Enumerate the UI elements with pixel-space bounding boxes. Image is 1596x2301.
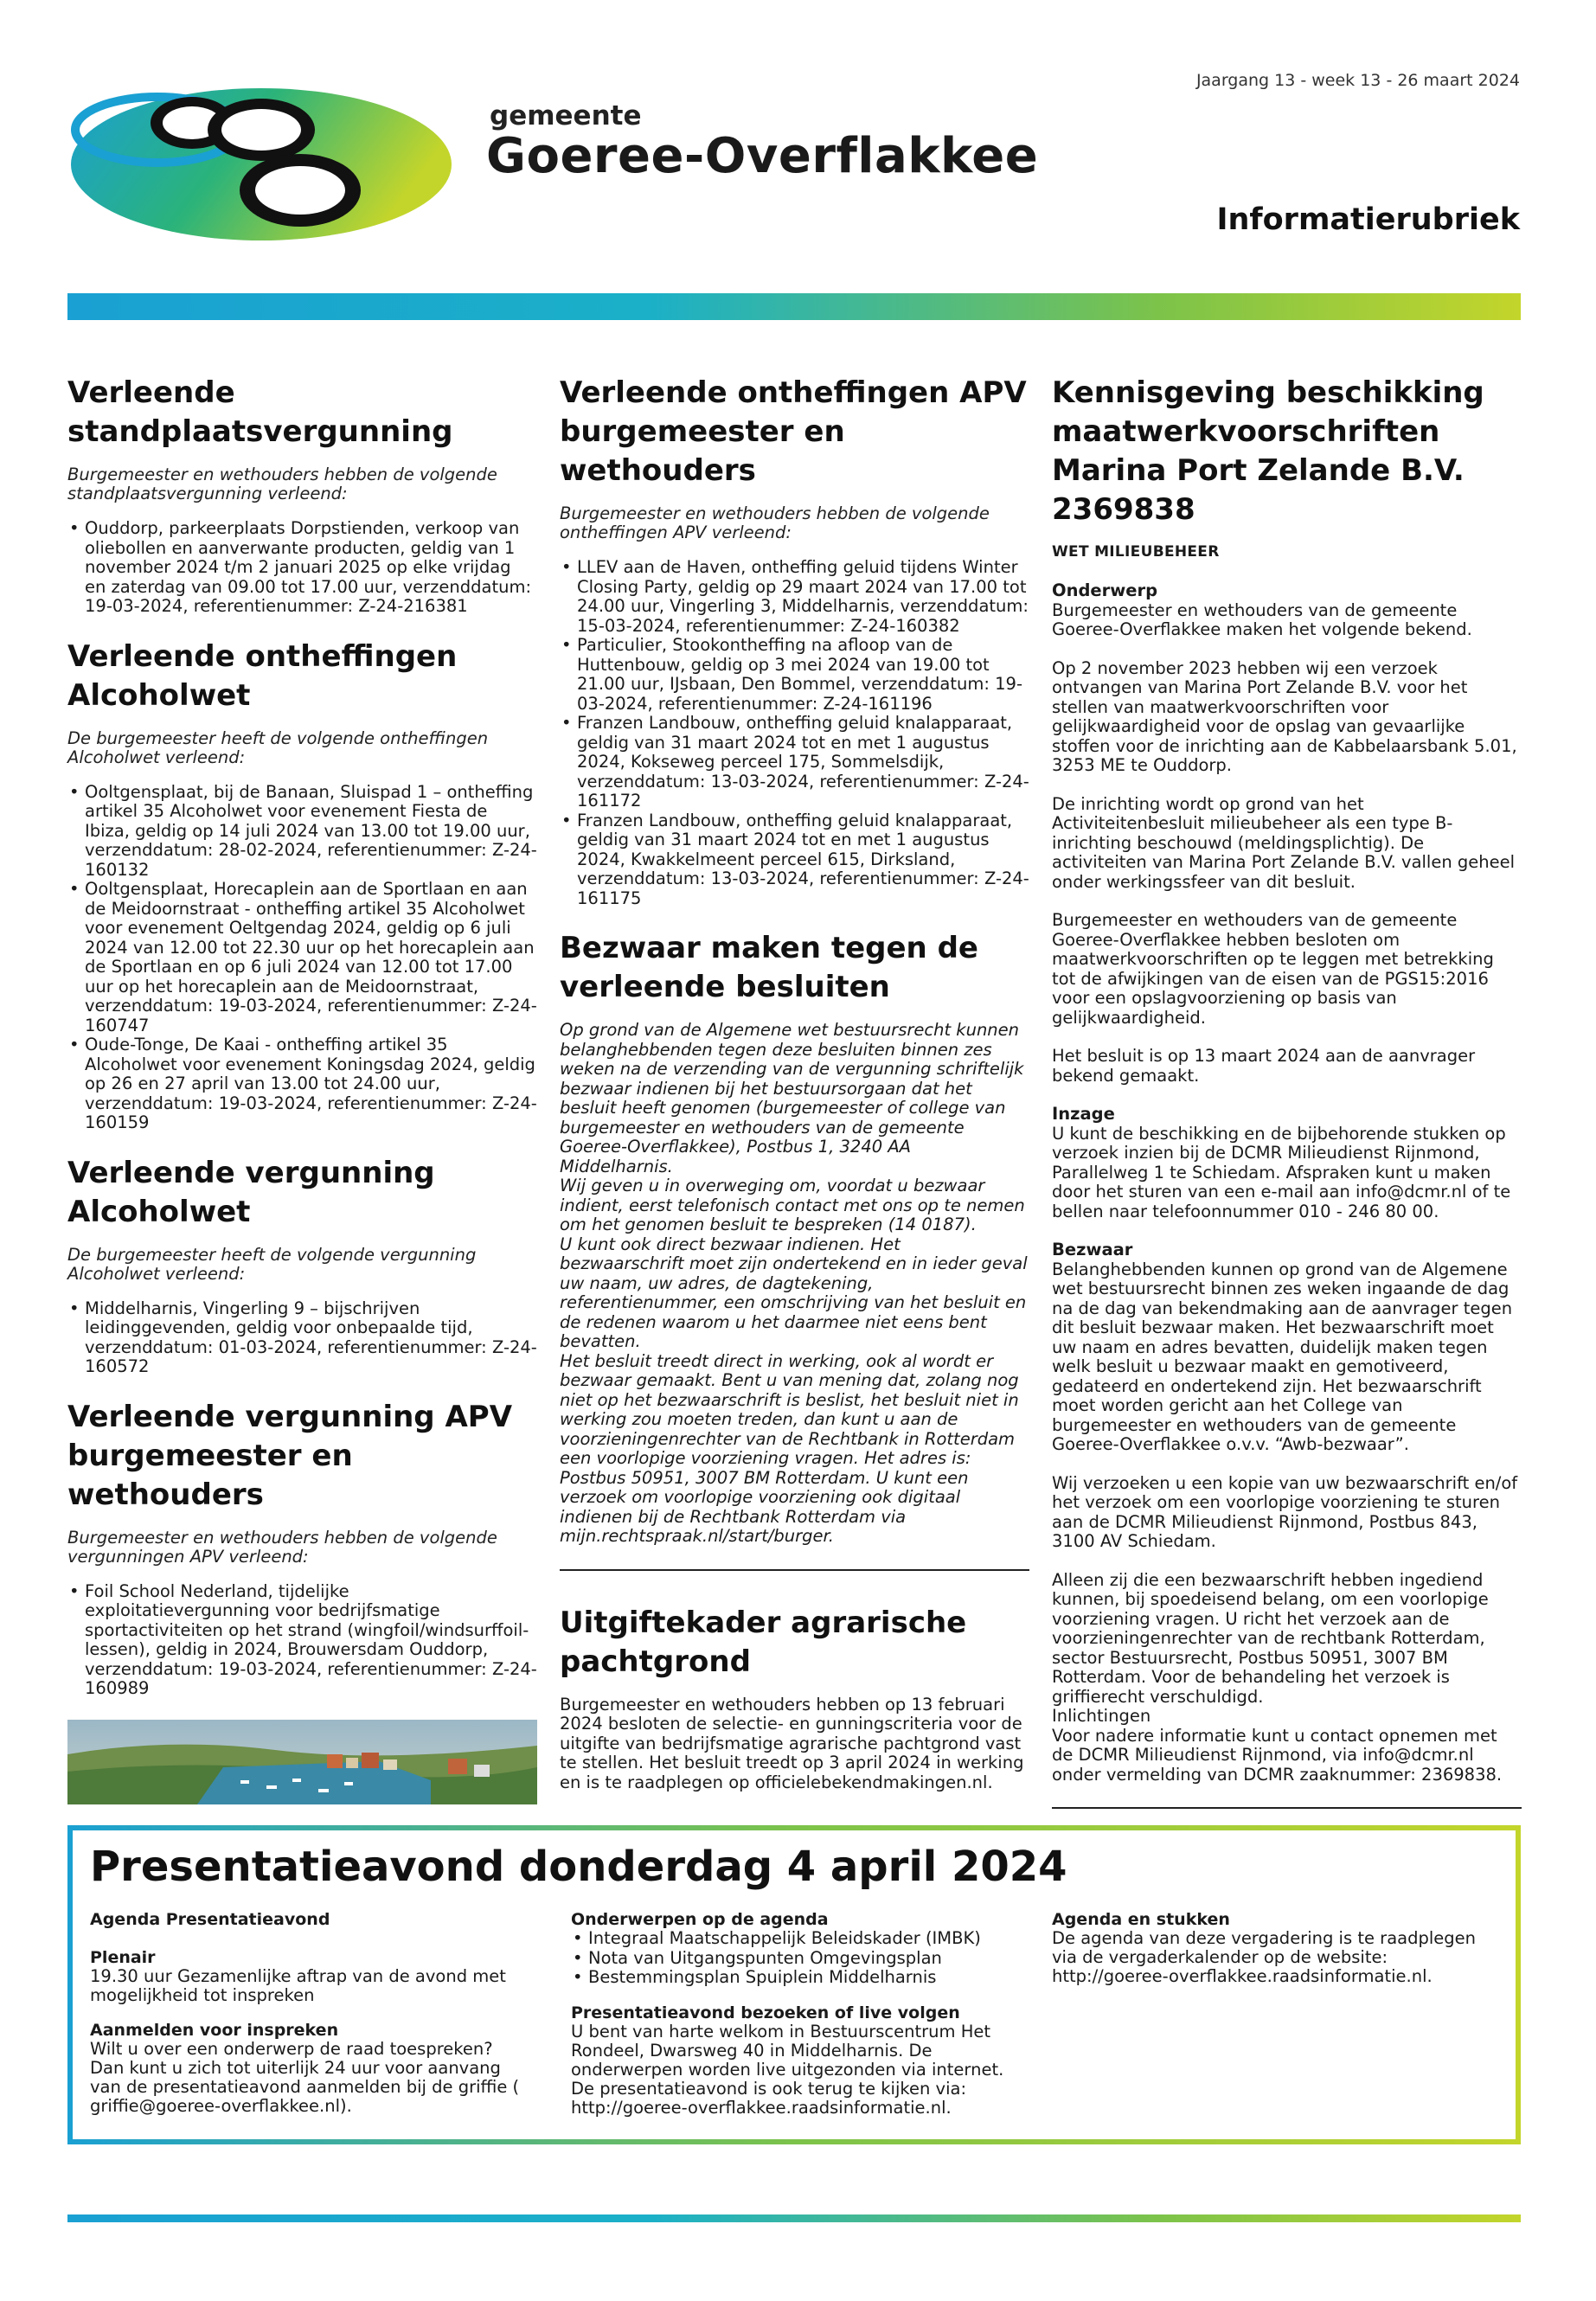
section-ontheffingen-alcoholwet (67, 638, 537, 1133)
list-item: • Nota van Uitgangspunten Omgevingsplan (588, 1949, 1012, 1969)
section-vergunning-alcoholwet (67, 1154, 537, 1377)
section-standplaatsvergunning (67, 374, 537, 617)
section-subhead: WET MILIEUBEHEER (1052, 543, 1220, 561)
list-item: • Ouddorp, parkeerplaats Dorpstienden, verkoop van oliebollen en aanverwante producten, geldig van 1 november 2024 t/m 2 januari 2025 op elke vrijdag en zaterdag van 09.00 tot 17.00 uur, verzenddatum: 19-03-2024, referentienummer: Z-24-216381 (85, 519, 537, 617)
section-title: Verleende vergunning APV burgemeester en wethouders (67, 1399, 513, 1512)
item-list (67, 783, 537, 1133)
inzage-text: U kunt de beschikking en de bijbehorende stukken op verzoek inzien bij de DCMR Milieudienst Rijnmond, Parallelweg 1 te Schiedam. Afspraken kunt u maken door het sturen van een e-mail aan info@dcmr.nl of te bellen naar telefoonnummer 010 - 246 80 00. (1052, 1123, 1511, 1221)
paragraph: Burgemeester en wethouders van de gemeente Goeree-Overflakkee hebben besloten om maatwerkvoorschriften op te leggen met betrekking tot de afwijkingen van de eisen van de PGS15:2016 voor een opslagvoorziening op basis van gelijkwaardigheid. (1052, 910, 1494, 1028)
column-1 (67, 374, 537, 1804)
box-column-middle (571, 1910, 1012, 2118)
section-intro: Burgemeester en wethouders hebben de volgende ontheffingen APV verleend: (560, 503, 990, 542)
column-3 (1052, 374, 1522, 1842)
footer-gradient-bar (67, 2214, 1521, 2222)
section-intro: Burgemeester en wethouders hebben de volgende vergunningen APV verleend: (67, 1527, 497, 1567)
bezoeken-text: U bent van harte welkom in Bestuurscentrum Het Rondeel, Dwarsweg 40 in Middelharnis. De onderwerpen worden live uitgezonden via internet. De presentatieavond is ook terug te kijken via: http://goeree-overflakkee.raadsinformatie.nl. (571, 2021, 1004, 2118)
box-column-left (90, 1910, 531, 2116)
aanmelden-heading: Aanmelden voor inspreken (90, 2021, 339, 2040)
rubriek-title: Informatierubriek (1216, 202, 1520, 237)
plenair-heading: Plenair (90, 1948, 156, 1967)
item-list (67, 1299, 537, 1377)
item-list (560, 558, 1029, 908)
paragraph: Alleen zij die een bezwaarschrift hebben ingediend kunnen, bij spoedeisend belang, om een voorlopige voorziening vragen. U richt het verzoek aan de voorzieningenrechter van de rechtbank Rotterdam, sector Bestuursrecht, Postbus 50951, 3007 BM Rotterdam. Voor de behandeling het verzoek is griffierecht verschuldigd. (1052, 1569, 1489, 1707)
section-title: Kennisgeving beschikking maatwerkvoorschriften Marina Port Zelande B.V. 2369838 (1052, 375, 1484, 527)
gemeente-logo (62, 69, 452, 251)
bezwaar-paragraph: Wij geven u in overweging om, voordat u bezwaar indient, eerst telefonisch contact met ons op te nemen om het genomen besluit te bespreken (14 0187). (560, 1176, 1025, 1234)
box-title: Presentatieavond donderdag 4 april 2024 (90, 1843, 1067, 1891)
harbor-photo (67, 1720, 537, 1804)
list-item: • Particulier, Stookontheffing na afloop van de Huttenbouw, geldig op 3 mei 2024 van 19.00 tot 21.00 uur, IJsbaan, Den Bommel, verzenddatum: 19-03-2024, referentienummer: Z-24-161196 (577, 636, 1029, 714)
box-column-right (1052, 1910, 1493, 1986)
section-title: Verleende ontheffingen Alcoholwet (67, 638, 458, 713)
bezwaar-heading: Bezwaar (1052, 1240, 1133, 1259)
stukken-text: De agenda van deze vergadering is te raadplegen via de vergaderkalender op de website: http://goeree-overflakkee.raadsinformatie.nl. (1052, 1928, 1476, 1986)
section-intro: De burgemeester heeft de volgende vergunning Alcoholwet verleend: (67, 1244, 477, 1284)
item-list (67, 1582, 537, 1699)
section-intro: De burgemeester heeft de volgende ontheffingen Alcoholwet verleend: (67, 727, 489, 767)
divider (560, 1569, 1029, 1571)
section-title: Verleende standplaatsvergunning (67, 375, 453, 449)
list-item: • Middelharnis, Vingerling 9 – bijschrijven leidinggevenden, geldig voor onbepaalde tijd, verzenddatum: 01-03-2024, referentienummer: Z-24-160572 (85, 1299, 537, 1377)
onderwerp-text: Burgemeester en wethouders van de gemeente Goeree-Overflakkee maken het volgende bekend. (1052, 599, 1472, 639)
bezwaar-text: Belanghebbenden kunnen op grond van de Algemene wet bestuursrecht binnen zes weken ingaande de dag na de dag van bekendmaking aan de aanvrager tegen dit besluit bezwaar maken. Het bezwaarschrift moet uw naam en adres bevatten, duidelijk maken tegen welk besluit u bezwaar maakt en gemotiveerd, gedateerd en ondertekend zijn. Het bezwaarschrift moet worden gericht aan het College van burgemeester en wethouders van de gemeente Goeree-Overflakkee o.v.v. “Awb-bezwaar”. (1052, 1259, 1513, 1454)
agenda-heading: Agenda Presentatieavond (90, 1910, 330, 1929)
list-item: • LLEV aan de Haven, ontheffing geluid tijdens Winter Closing Party, geldig op 29 maart 2024 van 17.00 tot 24.00 uur, Vingerling 3, Middelharnis, verzenddatum: 15-03-2024, referentienummer: Z-24-160382 (577, 558, 1029, 636)
bezwaar-paragraph: Op grond van de Algemene wet bestuursrecht kunnen belanghebbenden tegen deze besluiten binnen zes weken na de verzending van de vergunning schriftelijk bezwaar indienen bij het bestuursorgaan dat het besluit heeft genomen (burgemeester of college van burgemeester en wethouders van de gemeente Goeree-Overflakkee), Postbus 1, 3240 AA Middelharnis. (560, 1020, 1024, 1176)
inzage-heading: Inzage (1052, 1104, 1115, 1124)
onderwerp-heading: Onderwerp (1052, 580, 1158, 600)
list-item: • Integraal Maatschappelijk Beleidskader (IMBK) (588, 1929, 1012, 1949)
bezoeken-heading: Presentatieavond bezoeken of live volgen (571, 2003, 960, 2022)
section-title: Verleende ontheffingen APV burgemeester en wethouders (560, 375, 1027, 488)
list-item: • Ooltgensplaat, bij de Banaan, Sluispad 1 – ontheffing artikel 35 Alcoholwet voor evenement Fiesta de Ibiza, geldig op 14 juli 2024 van 13.00 tot 19.00 uur, verzenddatum: 28-02-2024, referentienummer: Z-24-160132 (85, 783, 537, 881)
list-item: • Ooltgensplaat, Horecaplein aan de Sportlaan en aan de Meidoornstraat - ontheffing artikel 35 Alcoholwet voor evenement Oeltgendag 2024, geldig op 6 juli 2024 van 12.00 tot 22.30 uur op het horecaplein aan de Sportlaan en op 6 juli 2024 van 12.00 tot 17.00 uur op het horecaplein aan de Meidoornstraat, verzenddatum: 19-03-2024, referentienummer: Z-24-160747 (85, 880, 537, 1035)
section-vergunning-apv (67, 1398, 537, 1699)
section-body: Burgemeester en wethouders hebben op 13 februari 2024 besloten de selectie- en gunningscriteria voor de uitgifte van bedrijfsmatige agrarische pachtgrond vast te stellen. Het besluit treedt op 3 april 2024 in werking en is te raadplegen op officielebekendmakingen.nl. (560, 1694, 1024, 1792)
list-item: • Franzen Landbouw, ontheffing geluid knalapparaat, geldig van 31 maart 2024 tot en met 1 augustus 2024, Kokseweg perceel 175, Sommelsdijk, verzenddatum: 13-03-2024, referentienummer: Z-24-161172 (577, 714, 1029, 811)
list-item: • Bestemmingsplan Spuiplein Middelharnis (588, 1968, 1012, 1988)
bezwaar-paragraph: U kunt ook direct bezwaar indienen. Het bezwaarschrift moet zijn ondertekend en in ieder geval uw naam, uw adres, de dagtekening, referentienummer, een omschrijving van het besluit en de redenen waarom u het daarmee niet eens bent bevatten. (560, 1234, 1028, 1351)
presentatieavond-box (67, 1825, 1521, 2144)
paragraph: Op 2 november 2023 hebben wij een verzoek ontvangen van Marina Port Zelande B.V. voor het stellen van maatwerkvoorschriften voor gelijkwaardigheid voor de opslag van gevaarlijke stoffen voor de inrichting aan de Kabbelaarsbank 5.01, 3253 ME te Ouddorp. (1052, 657, 1517, 775)
bezwaar-paragraph: Het besluit treedt direct in werking, ook al wordt er bezwaar gemaakt. Bent u van mening dat, zolang nog niet op het bezwaarschrift is beslist, het besluit niet in werking zou moeten treden, dan kunt u aan de voorzieningenrechter van de Rechtbank in Rotterdam een voorlopige voorziening vragen. Het adres is: Postbus 50951, 3007 BM Rotterdam. U kunt een verzoek om voorlopige voorziening ook digitaal indienen bij de Rechtbank Rotterdam via mijn.rechtspraak.nl/start/burger. (560, 1350, 1019, 1546)
header-gradient-bar (67, 293, 1521, 320)
plenair-text: 19.30 uur Gezamenlijke aftrap van de avond met mogelijkheid tot inspreken (90, 1966, 506, 2005)
section-intro: Burgemeester en wethouders hebben de volgende standplaatsvergunning verleend: (67, 465, 497, 503)
section-title: Uitgiftekader agrarische pachtgrond (560, 1605, 967, 1679)
paragraph: De inrichting wordt op grond van het Activiteitenbesluit milieubeheer als een type B-inrichting beschouwd (meldingsplichtig). De activiteiten van Marina Port Zelande B.V. vallen geheel onder werkingssfeer van dit besluit. (1052, 793, 1516, 892)
onderwerpen-heading: Onderwerpen op de agenda (571, 1910, 829, 1929)
paragraph: Wij verzoeken u een kopie van uw bezwaarschrift en/of het verzoek om een voorlopige voorziening te sturen aan de DCMR Milieudienst Rijnmond, Postbus 843, 3100 AV Schiedam. (1052, 1472, 1518, 1551)
gemeente-label: gemeente (490, 100, 642, 131)
section-pachtgrond (560, 1604, 1029, 1793)
list-item: • Oude-Tonge, De Kaai - ontheffing artikel 35 Alcoholwet voor evenement Koningsdag 2024, geldig op 26 en 27 april van 13.00 tot 24.00 uur, verzenddatum: 19-03-2024, referentienummer: Z-24-160159 (85, 1035, 537, 1133)
onderwerpen-list (571, 1929, 1012, 1988)
inlichtingen-heading: Inlichtingen (1052, 1706, 1151, 1726)
stukken-heading: Agenda en stukken (1052, 1910, 1230, 1929)
list-item: • Foil School Nederland, tijdelijke exploitatievergunning voor bedrijfsmatige sportactiviteiten op het strand (wingfoil/windsurffoil-lessen), geldig in 2024, Brouwersdam Ouddorp, verzenddatum: 19-03-2024, referentienummer: Z-24-160989 (85, 1582, 537, 1699)
section-ontheffingen-apv (560, 374, 1029, 908)
list-item: • Franzen Landbouw, ontheffing geluid knalapparaat, geldig van 31 maart 2024 tot en met 1 augustus 2024, Kwakkelmeent perceel 615, Dirksland, verzenddatum: 13-03-2024, referentienummer: Z-24-161175 (577, 811, 1029, 909)
section-title: Bezwaar maken tegen de verleende besluiten (560, 931, 978, 1004)
gemeente-name: Goeree-Overflakkee (486, 128, 1039, 184)
divider (1052, 1807, 1522, 1809)
section-bezwaar (560, 929, 1029, 1547)
issue-line: Jaargang 13 - week 13 - 26 maart 2024 (1195, 71, 1520, 90)
section-title: Verleende vergunning Alcoholwet (67, 1155, 435, 1229)
inlichtingen-text: Voor nadere informatie kunt u contact opnemen met de DCMR Milieudienst Rijnmond, via info@dcmr.nl onder vermelding van DCMR zaaknummer: 2369838. (1052, 1725, 1503, 1785)
item-list (67, 519, 537, 617)
aanmelden-text: Wilt u over een onderwerp de raad toespreken? Dan kunt u zich tot uiterlijk 24 uur voor aanvang van de presentatieavond aanmelden bij de griffie ( griffie@goeree-overflakkee.nl). (90, 2039, 520, 2116)
paragraph: Het besluit is op 13 maart 2024 aan de aanvrager bekend gemaakt. (1052, 1046, 1476, 1086)
column-2 (560, 374, 1029, 1870)
